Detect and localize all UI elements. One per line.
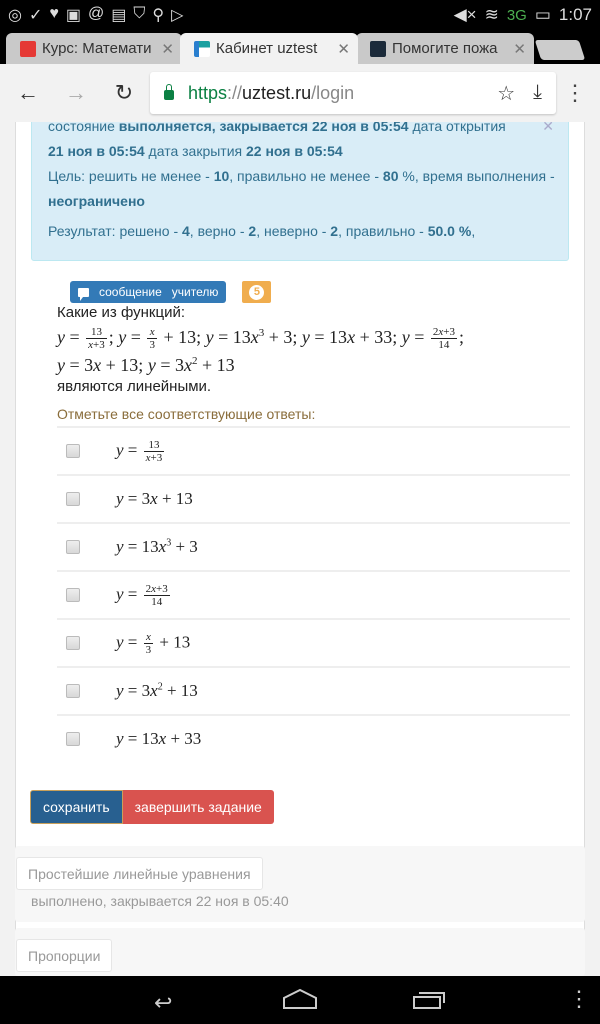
section-proportions xyxy=(15,928,585,976)
option-formula: y = $\frac{x}{3}$ + 13 xyxy=(116,630,191,656)
option-formula: $y = 13x^3 + 3$ xyxy=(116,537,198,556)
finish-task-button[interactable]: завершить задание xyxy=(123,790,274,824)
tab-kabinet[interactable] xyxy=(180,33,358,64)
play-icon: ▷ xyxy=(171,7,184,24)
section-title-button[interactable]: Простейшие линейные уравнения xyxy=(16,857,263,890)
mute-icon: ◀× xyxy=(453,5,477,24)
goal-time-line: неограничено xyxy=(48,193,145,209)
option-item[interactable] xyxy=(57,666,570,714)
attempts-badge xyxy=(242,281,271,303)
tab-title: Курс: Математи xyxy=(42,40,152,57)
android-nav-bar xyxy=(0,976,600,1024)
option-checkbox[interactable] xyxy=(66,444,80,458)
download-done-icon: ✓ xyxy=(28,7,43,24)
option-item[interactable] xyxy=(57,426,570,474)
address-bar[interactable] xyxy=(150,72,556,114)
dates-line: 21 ноя в 05:54 дата закрытия 22 ноя в 05:54 xyxy=(48,143,343,159)
option-formula: y = $\frac{2x+3}{14}$ xyxy=(116,582,168,608)
option-item[interactable] xyxy=(57,474,570,522)
tab-title: Помогите пожа xyxy=(392,40,498,57)
message-row xyxy=(70,281,271,303)
back-nav-icon[interactable]: ↩ xyxy=(154,990,173,1015)
notification-icons xyxy=(8,5,183,25)
recents-nav-icon[interactable] xyxy=(412,990,446,1015)
option-item[interactable] xyxy=(57,714,570,762)
question-formula-line-1: y = $\frac{13}{x+3}$ ; y = $\frac{x}{3}$ + 13; $y = 13x^3 + 3$; y = 13x + 33; y = $\frac{2x+3}{14}$ ; xyxy=(57,326,464,352)
question-intro: Какие из функций: xyxy=(57,304,185,321)
save-button[interactable]: сохранить xyxy=(30,790,123,824)
home-nav-icon[interactable] xyxy=(282,988,318,1008)
state-line: состояние выполняется, закрывается 22 ноя в 05:54 дата открытия xyxy=(48,122,506,134)
tab-title: Кабинет uztest xyxy=(216,40,318,57)
tab-kurs[interactable] xyxy=(6,33,182,64)
new-tab-button[interactable] xyxy=(535,40,585,60)
option-checkbox[interactable] xyxy=(66,636,80,650)
option-item[interactable] xyxy=(57,522,570,570)
answer-options xyxy=(57,426,570,762)
option-item[interactable] xyxy=(57,570,570,618)
network-type: 3G xyxy=(506,6,527,24)
url-path: /login xyxy=(311,82,355,103)
overflow-menu-icon[interactable]: ⋮ xyxy=(568,986,590,1011)
battery-icon: ▭ xyxy=(534,5,551,24)
wifi-icon: ≋ xyxy=(484,5,499,24)
url-host: uztest.ru xyxy=(242,82,312,103)
section-title-button[interactable]: Пропорции xyxy=(16,939,112,972)
url-scheme: https xyxy=(188,82,228,103)
at-icon: @ xyxy=(88,5,105,22)
question-text xyxy=(57,302,567,397)
close-tab-icon[interactable]: ✕ xyxy=(161,40,174,58)
section-status: выполнено, закрывается 22 ноя в 05:40 xyxy=(31,893,289,909)
search-icon: ⚲ xyxy=(152,7,165,24)
chrome-icon: ◎ xyxy=(8,7,22,24)
message-teacher-label: сообщение учителю xyxy=(99,285,219,299)
close-icon[interactable]: ✕ xyxy=(542,122,554,134)
close-tab-icon[interactable]: ✕ xyxy=(513,40,526,58)
option-formula: y = $\frac{13}{x+3}$ xyxy=(116,438,163,464)
option-item[interactable] xyxy=(57,618,570,666)
url-separator: :// xyxy=(227,82,243,103)
task-actions xyxy=(30,790,274,824)
option-checkbox[interactable] xyxy=(66,540,80,554)
badge-count: 5 xyxy=(249,285,264,300)
comment-icon xyxy=(78,288,89,297)
option-checkbox[interactable] xyxy=(66,732,80,746)
option-formula: y = 3x + 13 xyxy=(116,489,193,508)
android-status-bar xyxy=(0,0,600,30)
download-icon[interactable]: ⤓ xyxy=(533,80,542,103)
tab-favicon xyxy=(194,41,210,57)
tab-pomogite[interactable] xyxy=(356,33,534,64)
back-button[interactable]: ← xyxy=(17,80,39,105)
option-formula: $y = 3x^2 + 13$ xyxy=(116,681,198,700)
shield-icon: ⛉ xyxy=(133,5,146,22)
question-formula-line-2: y = 3x + 13; $y = 3x^2 + 13$ xyxy=(57,355,235,376)
option-formula: y = 13x + 33 xyxy=(116,729,202,748)
browser-toolbar xyxy=(0,64,600,122)
result-line: Результат: решено - 4, верно - 2, неверно - 2, правильно - 50.0 %, xyxy=(48,223,476,239)
clock: 1:07 xyxy=(558,5,592,24)
task-info-alert xyxy=(31,122,569,261)
star-icon[interactable]: ☆ xyxy=(497,82,516,105)
goal-line: Цель: решить не менее - 10, правильно не менее - 80 %, время выполнения - xyxy=(48,168,555,184)
answer-instruction: Отметьте все соответствующие ответы: xyxy=(57,406,316,422)
question-outro: являются линейными. xyxy=(57,378,212,396)
section-linear-equations xyxy=(15,846,585,922)
option-checkbox[interactable] xyxy=(66,684,80,698)
option-checkbox[interactable] xyxy=(66,588,80,602)
menu-button[interactable]: ⋮ xyxy=(564,80,586,105)
tab-favicon xyxy=(370,41,386,57)
chat-icon: ▤ xyxy=(111,7,127,24)
reload-button[interactable]: ↻ xyxy=(114,80,134,105)
tab-favicon xyxy=(20,41,36,57)
close-tab-icon[interactable]: ✕ xyxy=(337,40,350,58)
browser-tab-strip xyxy=(0,30,600,64)
lock-icon xyxy=(164,90,174,100)
heart-icon: ♥ xyxy=(49,5,59,22)
message-teacher-button[interactable] xyxy=(70,281,226,303)
forward-button[interactable]: → xyxy=(65,80,87,105)
option-checkbox[interactable] xyxy=(66,492,80,506)
image-icon: ▣ xyxy=(65,7,81,24)
